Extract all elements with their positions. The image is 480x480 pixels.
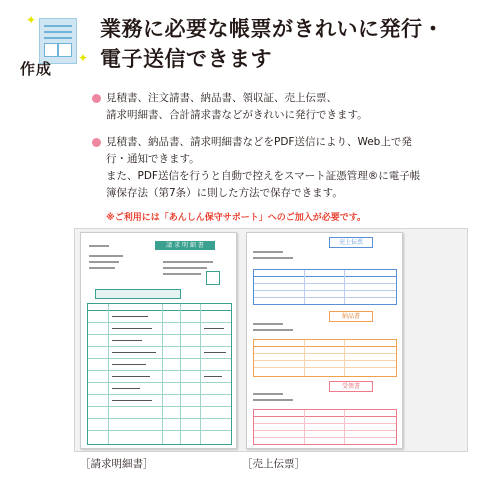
- requirement-note: ※ご利用には「あんしん保守サポート」へのご加入が必要です。: [106, 213, 367, 223]
- invoice-heading: 請 求 明 細 書: [155, 241, 215, 250]
- sales-slip-sample: [246, 232, 403, 449]
- bullet-text: 見積書、注文請書、納品書、領収証、売上伝票、 請求明細書、合計請求書などがきれいに発行できます。: [106, 92, 368, 121]
- title-line-1: 業務に必要な帳票がきれいに発行・: [100, 17, 444, 41]
- sparkle-icon: ✦: [26, 13, 37, 27]
- bullet-dot-icon: [92, 94, 101, 103]
- slip-caption: ［売上伝票］: [242, 458, 305, 470]
- invoice-detail-sample: [80, 232, 237, 449]
- bullet-dot-icon: [92, 138, 101, 147]
- bullet-item: [92, 90, 472, 124]
- page-title: [100, 14, 470, 74]
- bullet-text: 見積書、納品書、請求明細書などをPDF送信により、Web上で発 行・通知できます。 また、PDF送信を行うと自動で控えをスマート証憑管理®に電子帳 簿保存法（第7条）に則した方法で保存できます。: [106, 136, 421, 199]
- feature-label: 作成: [20, 60, 53, 78]
- invoice-table: [87, 303, 232, 445]
- slip-section-title: 納品書: [329, 311, 373, 322]
- bullet-item: [92, 134, 472, 202]
- title-line-2: 電子送信できます: [100, 47, 272, 71]
- slip-section-title: 受領書: [329, 381, 373, 392]
- slip-section-title: 売上伝票: [329, 237, 373, 248]
- sparkle-icon: ✦: [78, 51, 89, 65]
- invoice-caption: ［請求明細書］: [80, 458, 154, 470]
